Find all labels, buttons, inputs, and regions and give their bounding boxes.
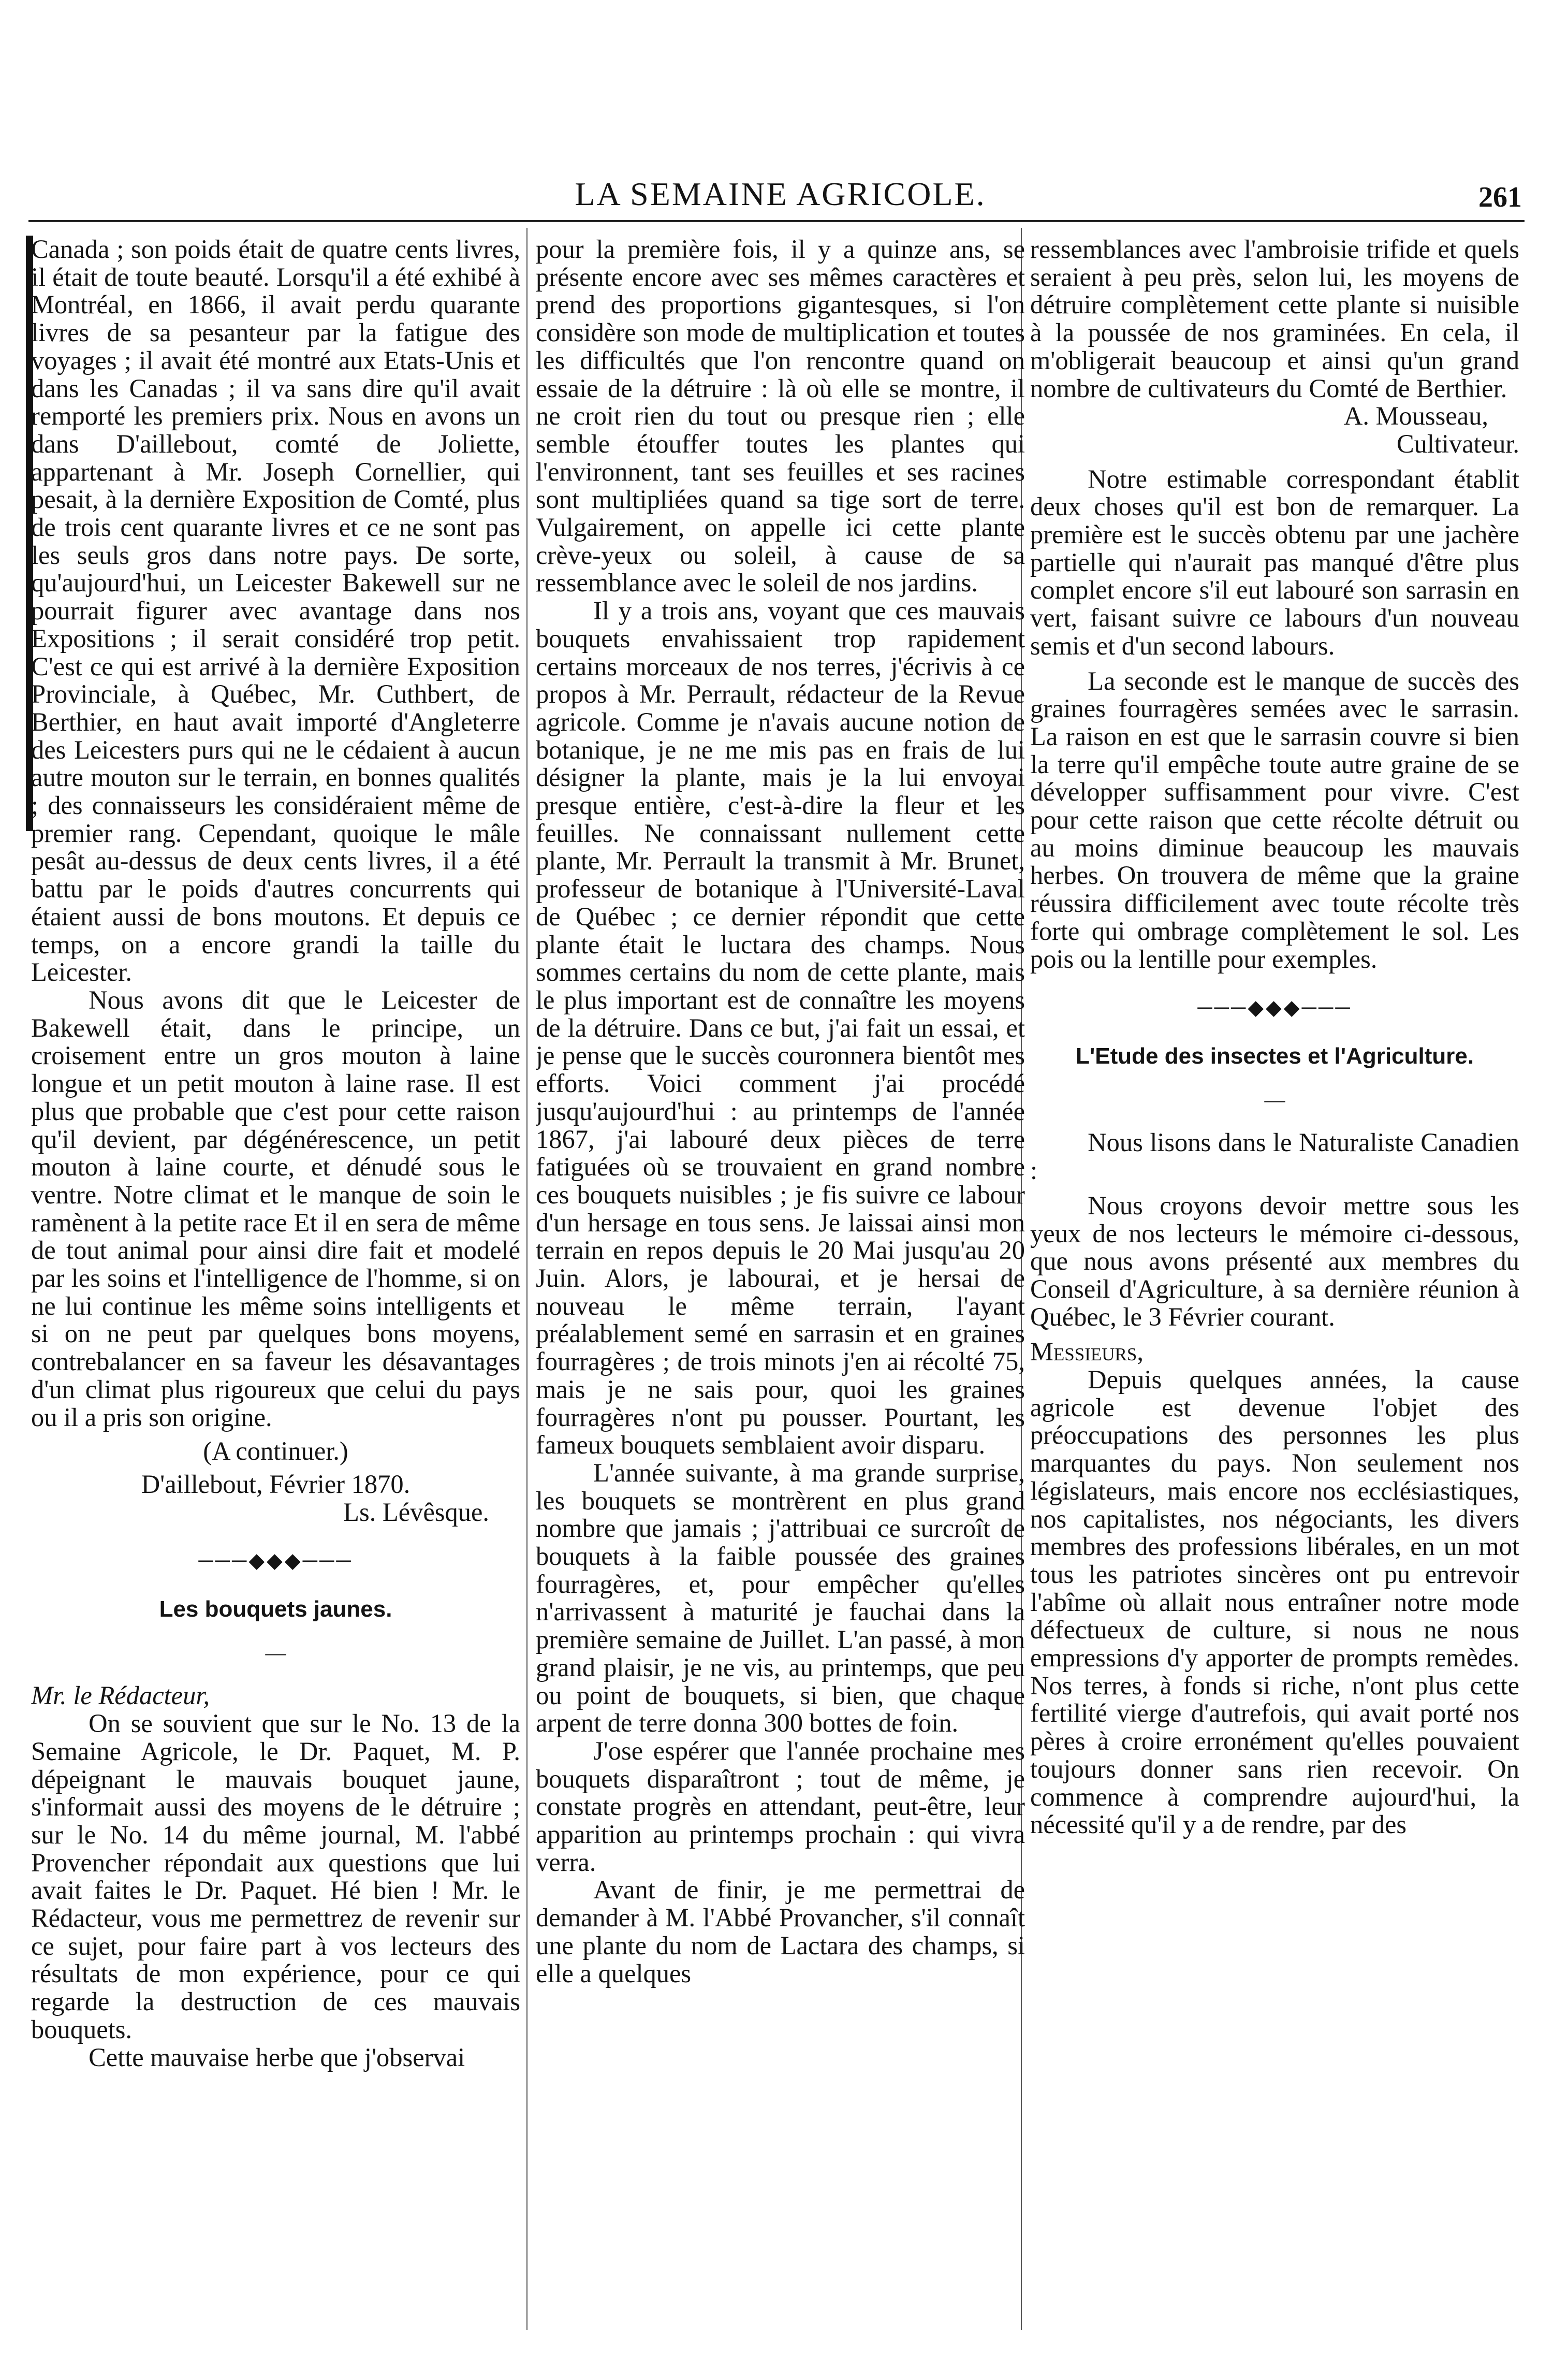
header-rule [28,220,1525,222]
running-title: LA SEMAINE AGRICOLE. [575,176,986,212]
continuation-note: (A continuer.) [203,1436,348,1466]
short-rule: — [1264,1087,1285,1111]
paragraph: La seconde est le manque de succès des graines fourragères semées avec le sarrasin. La raison en est que le sarrasin couvre si bien la terre qu'il empêche toute autre graine de se développer suffisamment pour vivre. C'est pour cette raison que cette récolte détruit ou au moins diminue beaucoup les mauvais herbes. On trouvera de même que la graine réussira difficilement avec toute récolte très forte qui ombrage complètement le sol. Les pois ou la lentille pour exemples. [1030,666,1519,974]
paragraph: ressemblances avec l'ambroisie trifide et quels seraient à peu près, selon lui, les moyens de détruire complètement cette plante si nuisible à la poussée de nos graminées. En cela, il m'obligerait beaucoup et ainsi qu'un grand nombre de cultivateurs du Comté de Berthier. [1030,236,1519,403]
page-header [28,173,1532,220]
column-3 [1030,236,1519,2346]
paragraph: Cette mauvaise herbe que j'observai [89,2042,465,2072]
paragraph: Depuis quelques années, la cause agricole est devenue l'objet des préoccupations des personnes les plus marquantes du pays. Non seulement nos législateurs, mais encore nos ecclésiastiques, nos capitalistes, nos négociants, les divers membres des professions libérales, en un mot tous les patriotes sincères ont pu entrevoir l'abîme où allait nous entraîner notre mode défectueux de culture, si nous ne nous empressions d'y apporter de prompts remèdes. Nos terres, à fonds si riche, n'ont plus cette fertilité vierge d'autrefois, qui avait porté nos pères à croire erronément qu'elles pouvaient toujours donner sans rien recevoir. On commence à comprendre aujourd'hui, la nécessité qu'il y a de rendre, par des [1030,1365,1519,1839]
paragraph: Canada ; son poids était de quatre cents livres, il était de toute beauté. Lorsqu'il a été exhibé à Montréal, en 1866, il avait perdu quarante livres de sa pesanteur par la fatigue des voyages ; il avait été montré aux Etats-Unis et dans les Canadas ; il va sans dire qu'il avait remporté les premiers prix. Nous en avons un dans D'aillebout, comté de Joliette, appartenant à Mr. Joseph Cornellier, qui pesait, à la dernière Exposition de Comté, plus de trois cent quarante livres et ce ne sont pas les seuls gros dans notre pays. De sorte, qu'aujourd'hui, un Leicester Bakewell sur ne pourrait figurer avec avantage dans nos Expositions ; il serait considéré trop petit. C'est ce qui est arrivé à la dernière Exposition Provinciale, à Québec, Mr. Cuthbert, de Berthier, en haut avait importé d'Angleterre des Leicesters purs qui ne le cédaient à aucun autre mouton sur le terrain, en bonnes qualités ; des connaisseurs les considéraient même de premier rang. Cependant, quoique le mâle pesât au-dessus de deux cents livres, il a été battu par le poids d'autres concurrents qui étaient aussi de bons moutons. Et depuis ce temps, on a encore grandi la taille du Leicester. [31,236,520,987]
paragraph: Nous lisons dans le Naturaliste Canadien : [1030,1128,1519,1185]
column-rule [526,228,527,2330]
author-signature: A. Mousseau, [1343,401,1488,431]
column-1 [31,236,520,2346]
paragraph: Il y a trois ans, voyant que ces mauvais bouquets envahissaient trop rapidement certains morceaux de nos terres, j'écrivis à ce propos à Mr. Perrault, rédacteur de la Revue agricole. Comme je n'avais aucune notion de botanique, je ne me mis pas en frais de lui désigner la plante, mais je la lui envoyai presque entière, c'est-à-dire la fleur et les feuilles. Ne connaissant nullement cette plante, Mr. Perrault la transmit à Mr. Brunet, professeur de botanique à l'Université-Laval de Québec ; ce dernier répondit que cette plante était le luctara des champs. Nous sommes certains du nom de cette plante, mais le plus important est de connaître les moyens de la détruire. Dans ce but, j'ai fait un essai, et je pense que le succès couronnera bientôt mes efforts. Voici comment j'ai procédé jusqu'aujourd'hui : au printemps de l'année 1867, j'ai labouré deux pièces de terre fatiguées où se trouvaient en grand nombre ces bouquets nuisibles ; je fis suivre ce labour d'un hersage en tous sens. Je laissai ainsi mon terrain en repos depuis le 20 Mai jusqu'au 20 Juin. Alors, je labourai, et je hersai de nouveau le même terrain, l'ayant préalablement semé en sarrasin et en graines fourragères ; de trois minots j'en ai récolté 75, mais je ne sais pour, quoi les graines fourragères n'ont pu pousser. Pourtant, les fameux bouquets semblaient avoir disparu. [536,596,1025,1460]
paragraph: Nous croyons devoir mettre sous les yeux de nos lecteurs le mémoire ci-dessous, que nous avons présenté aux membres du Conseil d'Agriculture, à sa dernière réunion à Québec, le 3 Février courant. [1030,1190,1519,1331]
paragraph: Avant de finir, je me permettrai de demander à M. l'Abbé Provancher, s'il connaît une plante du nom de Lactara des champs, si elle a quelques [536,1875,1025,1988]
column-2 [536,236,1025,2346]
author-title: Cultivateur. [1396,429,1519,458]
paragraph: pour la première fois, il y a quinze ans, se présente encore avec ses mêmes caractères et prend des proportions gigantesques, si l'on considère son mode de multiplication et toutes les difficultés que l'on rencontre quand on essaie de la détruire : là où elle se montre, il ne croit rien du tout ou presque rien ; elle semble étouffer toutes les plantes qui l'environnent, tant ses feuilles et ses racines sont multipliées quand sa tige sort de terre. Vulgairement, on appelle ici cette plante crève-yeux ou soleil, à cause de sa ressemblance avec le soleil de nos jardins. [536,236,1025,598]
section-title: L'Etude des insectes et l'Agriculture. [1075,1043,1474,1069]
page-number: 261 [1478,181,1522,213]
paragraph: Notre estimable correspondant établit deux choses qu'il est bon de remarquer. La première est le succès obtenu par une jachère partielle qui n'aurait pas manqué d'être plus complet encore s'il eut labouré son sarrasin en vert, faisant suivre ce labours d'un nouveau semis et d'un second labours. [1030,464,1519,660]
author-signature: Ls. Lévêsque. [343,1497,489,1527]
section-title: Les bouquets jaunes. [159,1596,392,1622]
paragraph: On se souvient que sur le No. 13 de la Semaine Agricole, le Dr. Paquet, M. P. dépeignant le mauvais bouquet jaune, s'informait aussi des moyens de le détruire ; sur le No. 14 du même journal, M. l'abbé Provencher répondait aux questions que lui avait faites le Dr. Paquet. Hé bien ! Mr. le Rédacteur, vous me permettrez de revenir sur ce sujet, pour faire part à vos lecteurs des résultats de mon expérience, pour ce qui regarde la destruction de ces mauvais bouquets. [31,1709,520,2044]
paragraph: Nous avons dit que le Leicester de Bakewell était, dans le principe, un croisement entre un gros mouton à laine longue et un petit mouton à laine rase. Il est plus que probable que c'est pour cette raison qu'il devient, par dégénérescence, un petit mouton à laine courte, et dénudé sous le ventre. Notre climat et le manque de soin le ramènent à la petite race Et il en sera de même de tout animal pour ainsi dire fait et modelé par les soins et l'intelligence de l'homme, si on ne lui continue les même soins intelligents et si on ne peut par quelques bons moyens, contrebalancer en sa faveur les désavantages d'un climat plus rigoureux que celui du pays ou il a pris son origine. [31,985,520,1432]
salutation: Mr. le Rédacteur, [31,1681,210,1710]
separator-ornament: ───◆◆◆─── [1197,996,1352,1020]
paragraph: L'année suivante, à ma grande surprise, les bouquets se montrèrent en plus grand nombre que jamais ; j'attribuai ce surcroît de bouquets à la faible poussée des graines fourragères, et, pour empêcher qu'elles n'arrivassent à maturité je fauchai dans la première semaine de Juillet. L'an passé, à mon grand plaisir, je ne vis, au printemps, que peu ou point de bouquets, si bien, que chaque arpent de terre donna 300 bottes de foin. [536,1458,1025,1738]
salutation: Messieurs, [1030,1337,1144,1367]
dateline: D'aillebout, Février 1870. [141,1469,411,1499]
separator-ornament: ───◆◆◆─── [198,1549,353,1573]
short-rule: — [265,1640,286,1664]
paragraph: J'ose espérer que l'année prochaine mes bouquets disparaîtront ; tout de même, je constate progrès en attendant, peut-être, leur apparition au printemps prochain : qui vivra verra. [536,1736,1025,1877]
